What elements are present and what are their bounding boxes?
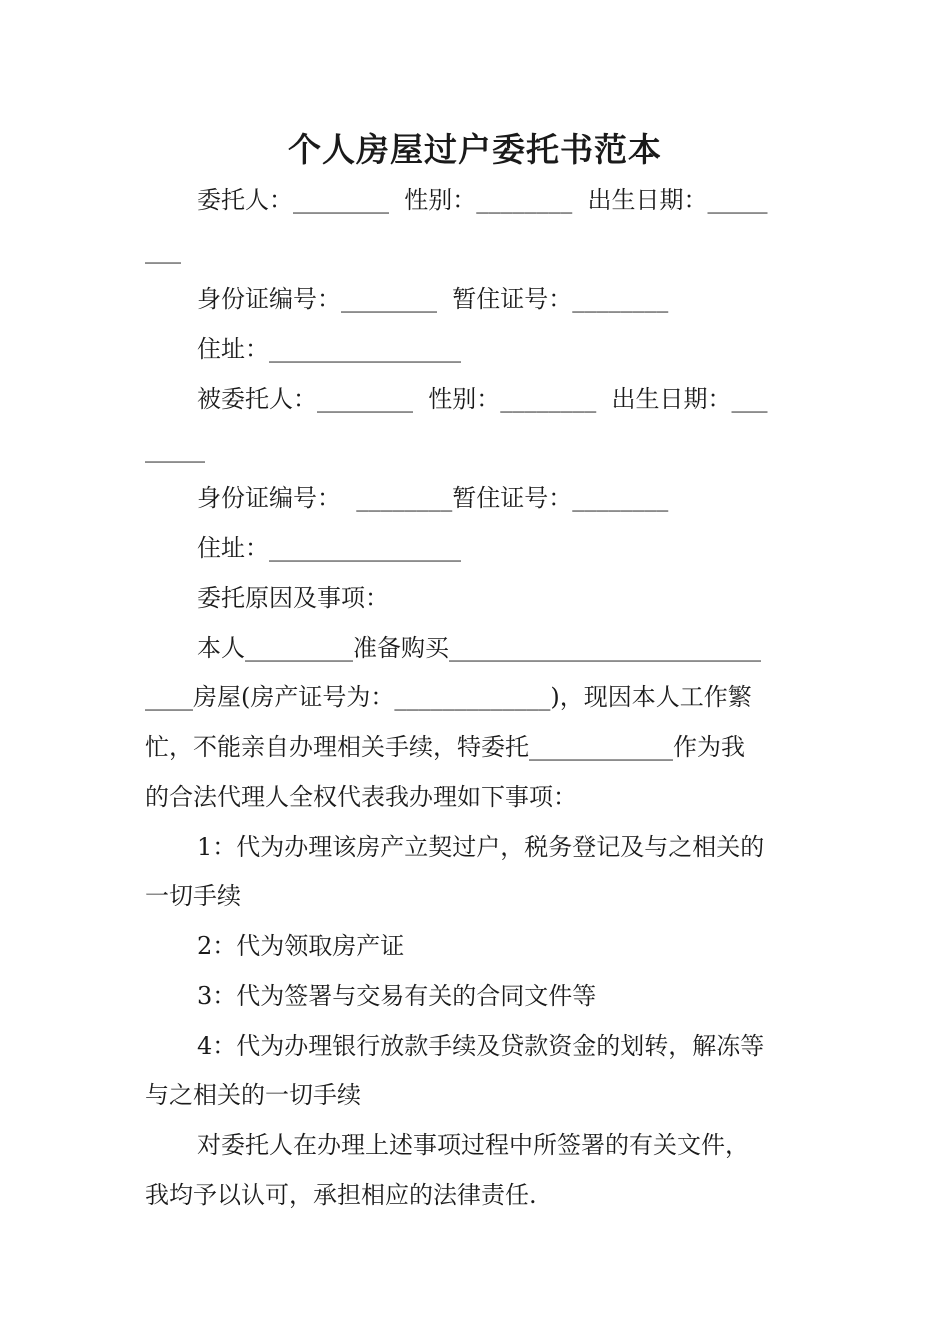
item-2-line: 2：代为领取房产证 — [197, 932, 405, 960]
body-paragraph-line: 忙，不能亲自办理相关手续，特委托____________作为我 — [145, 733, 745, 761]
closing-paragraph-line: 我均予以认可，承担相应的法律责任. — [145, 1181, 537, 1209]
closing-paragraph-line: 对委托人在办理上述事项过程中所签署的有关文件， — [197, 1131, 749, 1159]
agent-id-line: 身份证编号： ________暂住证号：________ — [197, 484, 669, 512]
item-1-line: 1：代为办理该房产立契过户，税务登记及与之相关的 — [197, 833, 765, 861]
body-paragraph-line: 本人_________准备购买__________________________ — [197, 634, 761, 662]
body-paragraph-line: ____房屋(房产证号为：_____________)，现因本人工作繁 — [145, 683, 752, 711]
principal-id-line: 身份证编号：________ 暂住证号：________ — [197, 285, 669, 313]
item-1-line-continued: 一切手续 — [145, 882, 241, 910]
item-4-line-continued: 与之相关的一切手续 — [145, 1081, 361, 1109]
reason-heading: 委托原因及事项： — [197, 584, 389, 612]
item-3-line: 3：代为签署与交易有关的合同文件等 — [197, 982, 597, 1010]
principal-address-line: 住址：________________ — [197, 335, 461, 363]
item-4-line: 4：代为办理银行放款手续及贷款资金的划转，解冻等 — [197, 1032, 765, 1060]
principal-info-line-continued: ___ — [145, 236, 181, 264]
agent-address-line: 住址：________________ — [197, 534, 461, 562]
principal-info-line: 委托人：________ 性别：________ 出生日期：_____ — [197, 186, 768, 214]
agent-info-line: 被委托人：________ 性别：________ 出生日期：___ — [197, 385, 768, 413]
agent-info-line-continued: _____ — [145, 435, 205, 463]
body-paragraph-line: 的合法代理人全权代表我办理如下事项： — [145, 783, 577, 811]
document-title: 个人房屋过户委托书范本 — [288, 130, 662, 169]
